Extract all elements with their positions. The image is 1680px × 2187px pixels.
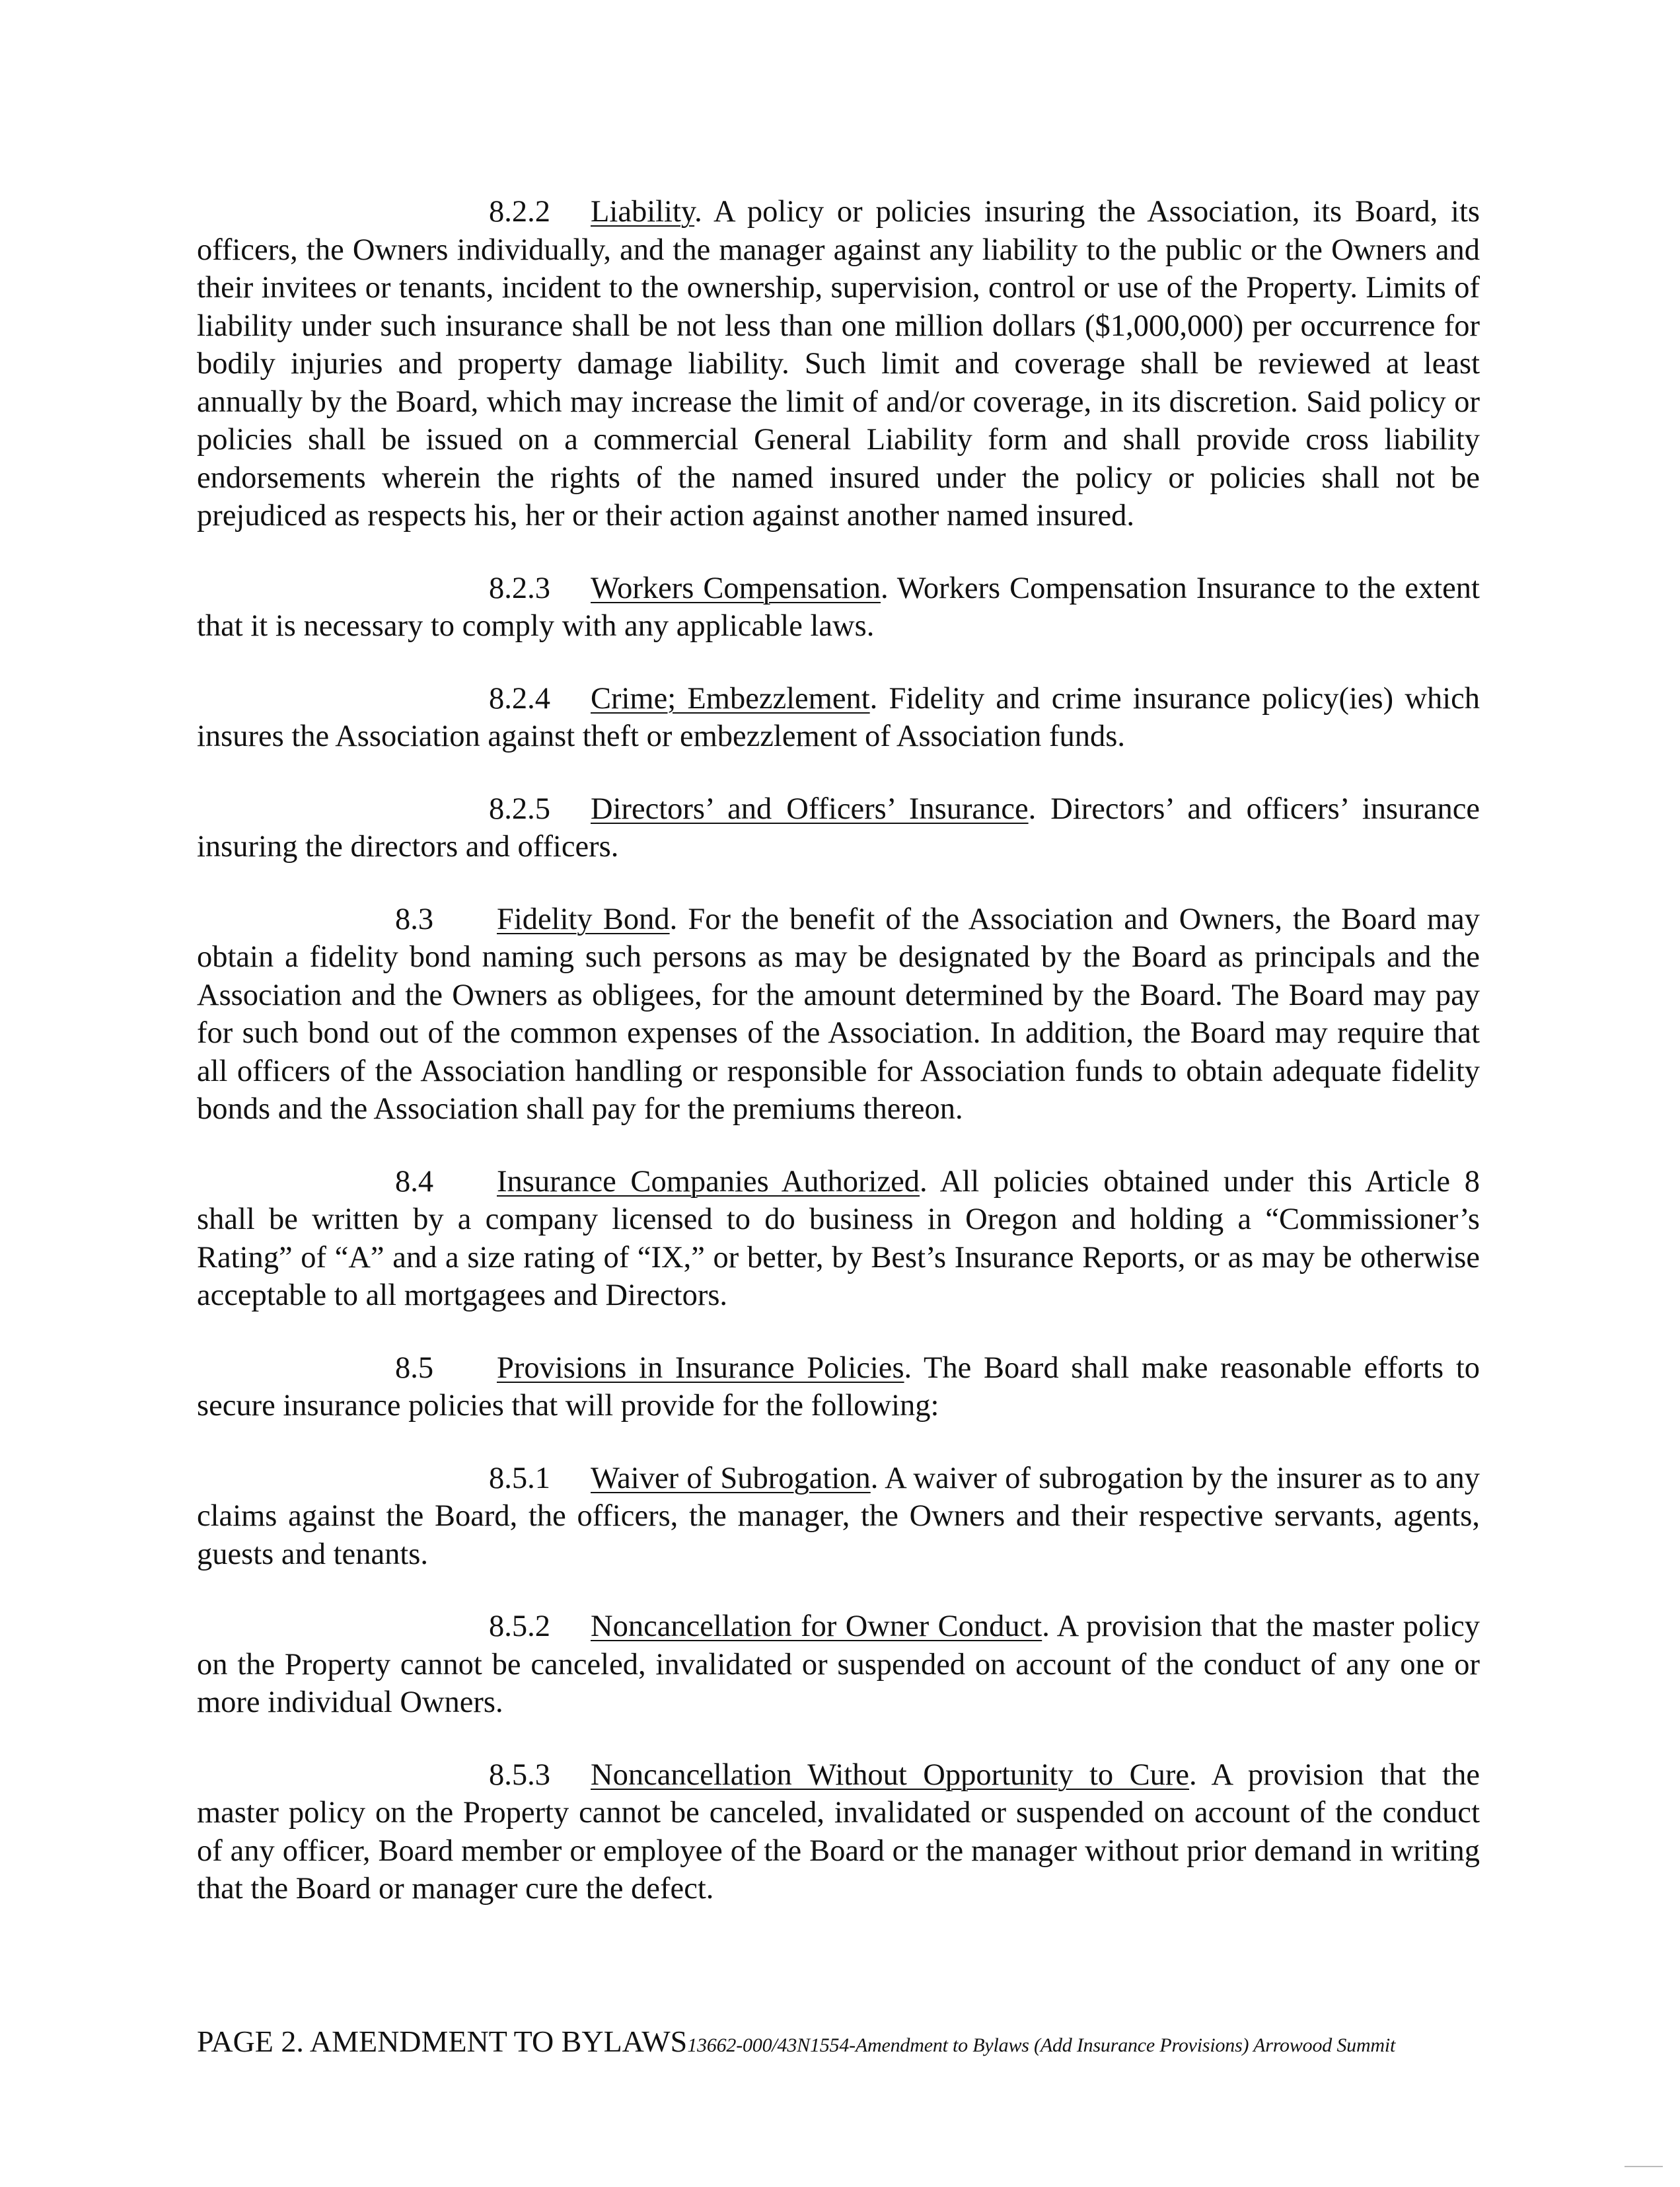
section-number: 8.3 bbox=[395, 902, 434, 936]
section-number: 8.2.4 bbox=[489, 681, 550, 716]
section-heading: Insurance Companies Authorized bbox=[497, 1164, 920, 1199]
paragraph-8-2-4 bbox=[197, 680, 1480, 756]
section-heading: Noncancellation for Owner Conduct bbox=[591, 1610, 1042, 1643]
section-number: 8.5.1 bbox=[489, 1461, 550, 1495]
page-footer bbox=[197, 2023, 1551, 2064]
footer-page-label: PAGE 2. AMENDMENT TO BYLAWS bbox=[197, 2024, 688, 2058]
paragraph-8-4 bbox=[197, 1163, 1480, 1315]
section-body: . Fidelity and crime insurance policy(ies) which insures the Association against theft or embezzlement of Association funds. bbox=[197, 681, 1480, 753]
paragraph-8-5 bbox=[197, 1349, 1480, 1425]
section-body: . The Board shall make reasonable efforts to secure insurance policies that will provide for the following: bbox=[197, 1351, 1480, 1423]
section-heading: Fidelity Bond bbox=[497, 902, 670, 936]
section-heading: Liability bbox=[591, 195, 695, 229]
document-body bbox=[197, 193, 1480, 1943]
paragraph-8-2-3 bbox=[197, 570, 1480, 646]
section-heading: Crime; Embezzlement bbox=[591, 681, 870, 716]
section-body: . A policy or policies insuring the Association, its Board, its officers, the Owners individually, and the manager against any liability to the public or the Owners and their invitees or tenants, incident to the ownership, supervision, control or use of the Property. Limits of liability under such insurance shall be not less than one million dollars ($1,000,000) per occurrence for bodily injuries and property damage liability. Such limit and coverage shall be reviewed at least annually by the Board, which may increase the limit of and/or coverage, in its discretion. Said policy or policies shall be issued on a commercial General Liability form and shall provide cross liability endorsements wherein the rights of the named insured under the policy or policies shall not be prejudiced as respects his, her or their action against another named insured. bbox=[197, 195, 1480, 533]
section-number: 8.2.2 bbox=[489, 195, 550, 229]
paragraph-8-2-5 bbox=[197, 790, 1480, 866]
section-body: . All policies obtained under this Article 8 shall be written by a company licensed to do business in Oregon and holding a “Commissioner’s Rating” of “A” and a size rating of “IX,” or better, by Best’s Insurance Reports, or as may be otherwise acceptable to all mortgagees and Directors. bbox=[197, 1164, 1480, 1312]
section-number: 8.5 bbox=[395, 1351, 434, 1385]
section-body: . Directors’ and officers’ insurance insuring the directors and officers. bbox=[197, 792, 1480, 864]
paragraph-8-5-3 bbox=[197, 1756, 1480, 1908]
section-body: . A waiver of subrogation by the insurer as to any claims against the Board, the officers, the manager, the Owners and their respective servants, agents, guests and tenants. bbox=[197, 1461, 1480, 1571]
section-body: . Workers Compensation Insurance to the extent that it is necessary to comply with any applicable laws. bbox=[197, 571, 1480, 643]
section-heading: Directors’ and Officers’ Insurance bbox=[591, 792, 1029, 826]
section-body: . A provision that the master policy on the Property cannot be canceled, invalidated or suspended on account of the conduct of any officer, Board member or employee of the Board or the manager without prior demand in writing that the Board or manager cure the defect. bbox=[197, 1758, 1480, 1906]
section-number: 8.5.2 bbox=[489, 1610, 550, 1643]
paragraph-8-5-1 bbox=[197, 1460, 1480, 1574]
footer-document-reference: 13662-000/43N1554-Amendment to Bylaws (Add Insurance Provisions) Arrowood Summit bbox=[687, 2034, 1396, 2056]
paragraph-8-3 bbox=[197, 901, 1480, 1129]
paragraph-8-5-2 bbox=[197, 1608, 1480, 1722]
section-number: 8.2.5 bbox=[489, 792, 550, 826]
section-heading: Provisions in Insurance Policies bbox=[497, 1351, 904, 1385]
scan-edge-mark bbox=[1625, 2166, 1663, 2167]
section-number: 8.4 bbox=[395, 1164, 434, 1199]
section-body: . A provision that the master policy on the Property cannot be canceled, invalidated or suspended on account of the conduct of any one or more individual Owners. bbox=[197, 1610, 1480, 1719]
paragraph-8-2-2 bbox=[197, 193, 1480, 535]
section-number: 8.2.3 bbox=[489, 571, 550, 605]
section-number: 8.5.3 bbox=[489, 1758, 550, 1792]
section-heading: Noncancellation Without Opportunity to Cure bbox=[591, 1758, 1189, 1792]
section-body: . For the benefit of the Association and Owners, the Board may obtain a fidelity bond naming such persons as may be designated by the Board as principals and the Association and the Owners as obligees, for the amount determined by the Board. The Board may pay for such bond out of the common expenses of the Association. In addition, the Board may require that all officers of the Association handling or responsible for Association funds to obtain adequate fidelity bonds and the Association shall pay for the premiums thereon. bbox=[197, 902, 1480, 1126]
section-heading: Waiver of Subrogation bbox=[591, 1461, 871, 1495]
section-heading: Workers Compensation bbox=[591, 571, 881, 605]
